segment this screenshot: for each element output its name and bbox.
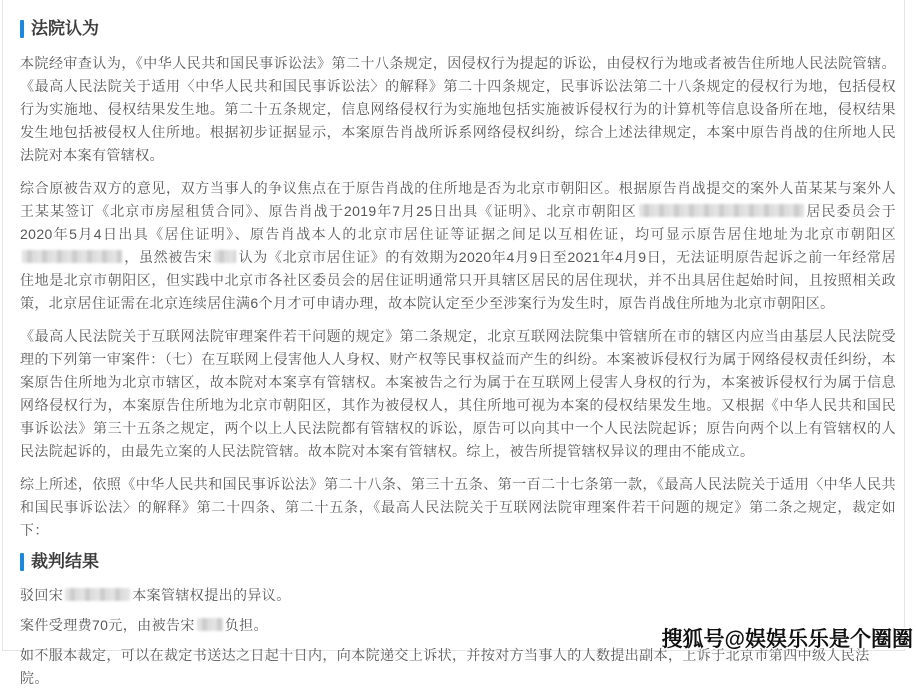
redacted-text [65, 588, 130, 601]
heading-accent-bar-icon [20, 20, 24, 38]
article-content-frame [2, 0, 905, 686]
redacted-text [639, 204, 804, 217]
heading-accent-bar-icon [20, 553, 24, 571]
paragraph-court-fee: 案件受理费70元，由被告宋 负担。 [20, 617, 268, 633]
section-court-opinion [20, 19, 896, 542]
paragraph-appeal-instructions: 如不服本裁定，可以在裁定书送达之日起十日内，向本院递交上诉状，并按对方当事人的人数提出副本，上诉于北京市第四中级人民法院。 [20, 647, 870, 686]
section-heading-text: 裁判结果 [31, 552, 99, 571]
redacted-text [22, 250, 122, 263]
paragraph-conclusion: 综上所述，依照《中华人民共和国民事诉讼法》第二十八条、第三十五条、第一百二十七条第一款，《最高人民法院关于适用〈中华人民共和国民事诉讼法〉的解释》第二十四条、第二十五条，《最高人民法院关于互联网法院审理案件若干问题的规定》第二条之规定，裁定如下： [20, 476, 896, 538]
paragraph-internet-court-rules: 《最高人民法院关于互联网法院审理案件若干问题的规定》第二条规定，北京互联网法院集中管辖所在市的辖区内应当由基层人民法院受理的下列第一审案件：（七）在互联网上侵害他人人身权、财产权等民事权益而产生的纠纷。本案被诉侵权行为属于网络侵权责任纠纷，本案原告住所地为北京市辖区，故本院对本案享有管辖权。本案被告之行为属于在互联网上侵害人身权的行为，本案被诉侵权行为属于信息网络侵权行为，本案原告住所地为北京市朝阳区，其作为被侵权人，其住所地可视为本案的侵权结果发生地。又根据《中华人民共和国民事诉讼法》第三十五条之规定，两个以上人民法院都有管辖权的诉讼，原告可以向其中一个人民法院起诉；原告向两个以上有管辖权的人民法院起诉的，由最先立案的人民法院管辖。故本院对本案有管辖权。综上，被告所提管辖权异议的理由不能成立。 [20, 328, 896, 459]
paragraph-legal-basis: 本院经审查认为，《中华人民共和国民事诉讼法》第二十八条规定，因侵权行为提起的诉讼，由侵权行为地或者被告住所地人民法院管辖。《最高人民法院关于适用〈中华人民共和国民事诉讼法〉的解释》第二十四条规定，民事诉讼法第二十八条规定的侵权行为地，包括侵权行为实施地、侵权结果发生地。第二十五条规定，信息网络侵权行为实施地包括实施被诉侵权行为的计算机等信息设备所在地，侵权结果发生地包括被侵权人住所地。根据初步证据显示，本案原告肖战所诉系网络侵权纠纷，综合上述法律规定，本案中原告肖战的住所地人民法院对本案有管辖权。 [20, 55, 896, 163]
section-heading-text: 法院认为 [31, 19, 99, 38]
redacted-text [197, 618, 223, 631]
section-heading-court-opinion [20, 19, 896, 39]
sohu-watermark: 搜狐号@娱娱乐乐是个圈圈 [661, 628, 913, 651]
section-heading-judgment-result [20, 552, 896, 572]
section-judgment-result [20, 552, 896, 690]
paragraph-dispute-focus: 综合原被告双方的意见，双方当事人的争议焦点在于原告肖战的住所地是否为北京市朝阳区。根据原告肖战提交的案外人苗某某与案外人王某某签订《北京市房屋租赁合同》、原告肖战于2019年7月25日出具《证明》、北京市朝阳区 居民委员会于2020年5月4日出具《居住证明》、原告肖战本人的北京市居住证等证据之间足以互相佐证，均可显示原告居住地址为北京市朝阳区，虽然被告宋 认为《北京市居住证》的有效期为2020年4月9日至2021年4月9日，无法证明原告起诉之前一年经常居住地是北京市朝阳区，但实践中北京市各社区委员会的居住证明通常只开具辖区居民的居住现状，并不出具居住起始时间，且按照相关政策，北京居住证需在北京连续居住满6个月才可申请办理，故本院认定至少至涉案行为发生时，原告肖战住所地为北京市朝阳区。 [20, 180, 896, 311]
paragraph-ruling-dismissal: 驳回宋 本案管辖权提出的异议。 [20, 587, 291, 603]
redacted-text [214, 250, 236, 263]
